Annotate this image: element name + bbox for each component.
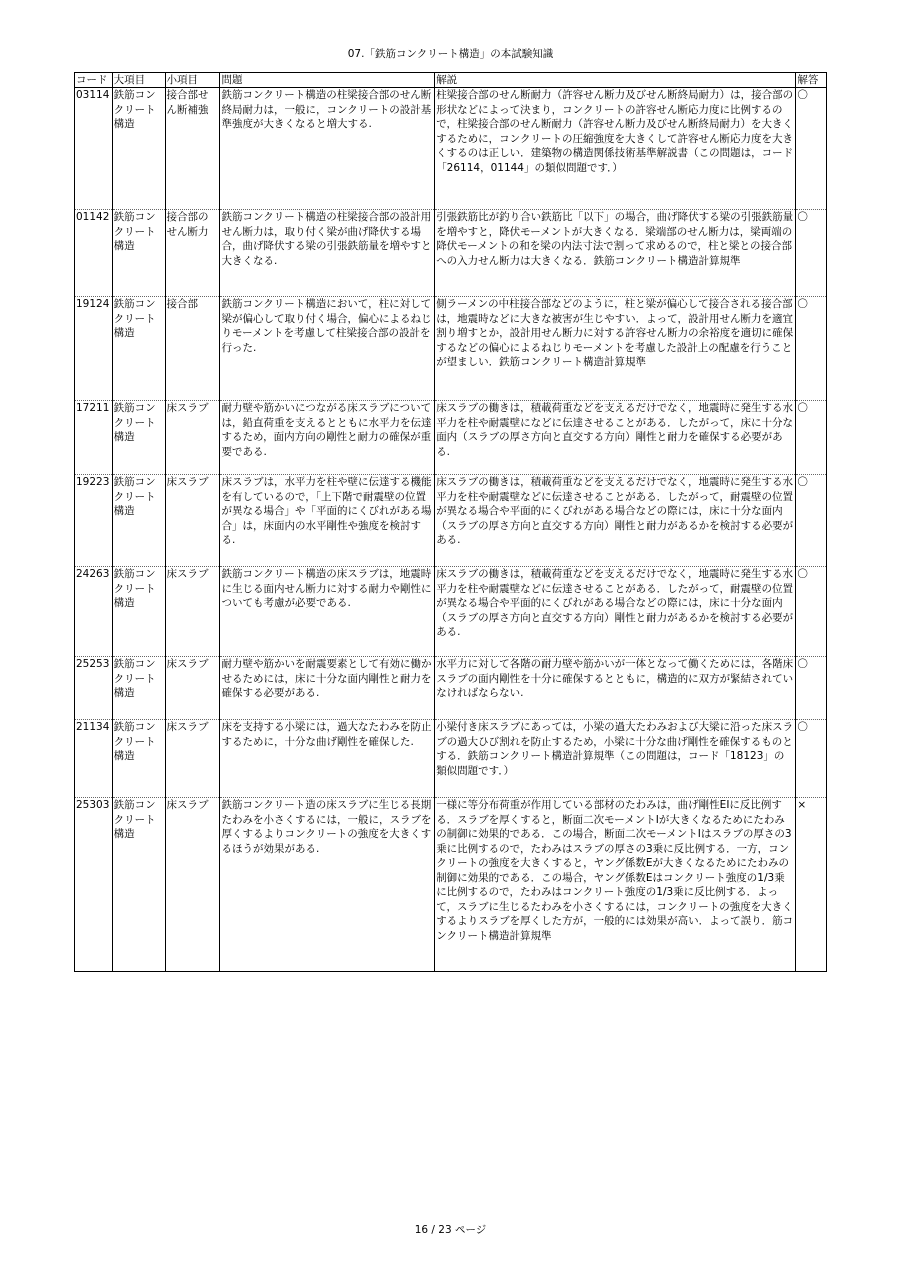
cell-explanation: 側ラーメンの中柱接合部などのように，柱と梁が偏心して接合される接合部は，地震時などに大きな被害が生じやすい．よって，設計用せん断力を適宜割り増すとか，設計用せん断力に対する許容せん断力の余裕度を適切に確保するなどの偏心によるねじりモーメントを考慮した設計上の配慮を行うことが望ましい．鉄筋コンクリート構造計算規準 [435,297,796,401]
question-table [74,72,827,972]
cell-major-category: 鉄筋コンクリート構造 [112,798,165,972]
cell-minor-category: 床スラブ [165,475,220,567]
header-explanation: 解説 [435,73,796,88]
cell-explanation: 床スラブの働きは，積載荷重などを支えるだけでなく，地震時に発生する水平力を柱や耐震壁などに伝達させることがある．したがって，耐震壁の位置が異なる場合や平面的にくびれがある場合などの際には，床に十分な面内（スラブの厚さ方向と直交する方向）剛性と耐力があるかを検討する必要がある. [435,475,796,567]
cell-question: 鉄筋コンクリート構造の柱梁接合部のせん断終局耐力は，一般に，コンクリートの設計基準強度が大きくなると増大する. [220,88,435,210]
cell-minor-category: 床スラブ [165,657,220,720]
header-question: 問題 [220,73,435,88]
table-row [75,475,827,567]
cell-question: 床を支持する小梁には，過大なたわみを防止するために，十分な曲げ剛性を確保した. [220,720,435,798]
cell-answer: 〇 [796,567,827,657]
cell-code: 19223 [75,475,113,567]
cell-minor-category: 床スラブ [165,720,220,798]
header-code: コード [75,73,113,88]
cell-question: 床スラブは，水平力を柱や壁に伝達する機能を有しているので，「上下階で耐震壁の位置が異なる場合」や「平面的にくびれがある場合」は，床面内の水平剛性や強度を検討する. [220,475,435,567]
cell-question: 耐力壁や筋かいにつながる床スラブについては，鉛直荷重を支えるとともに水平力を伝達するため，面内方向の剛性と耐力の確保が重要である. [220,401,435,475]
cell-code: 01142 [75,210,113,297]
cell-answer: 〇 [796,657,827,720]
cell-answer: 〇 [796,720,827,798]
cell-code: 24263 [75,567,113,657]
cell-explanation: 引張鉄筋比が釣り合い鉄筋比「以下」の場合，曲げ降伏する梁の引張鉄筋量を増やすと，降伏モーメントが大きくなる．梁端部のせん断力は，梁両端の降伏モーメントの和を梁の内法寸法で割って求めるので，柱と梁との接合部への入力せん断力は大きくなる．鉄筋コンクリート構造計算規準 [435,210,796,297]
table-row [75,297,827,401]
cell-major-category: 鉄筋コンクリート構造 [112,475,165,567]
cell-answer: 〇 [796,210,827,297]
cell-question: 鉄筋コンクリート構造において，柱に対して梁が偏心して取り付く場合，偏心によるねじりモーメントを考慮して柱梁接合部の設計を行った. [220,297,435,401]
cell-explanation: 柱梁接合部のせん断耐力（許容せん断力及びせん断終局耐力）は，接合部の形状などによって決まり，コンクリートの許容せん断応力度に比例するので，柱梁接合部のせん断耐力（許容せん断力及びせん断終局耐力）を大きくするために，コンクリートの圧縮強度を大きくして許容せん断応力度を大きくするのは正しい．建築物の構造関係技術基準解説書（この問題は，コード「26114，01144」の類似問題です．） [435,88,796,210]
table-row [75,88,827,210]
cell-question: 鉄筋コンクリート造の床スラブに生じる長期たわみを小さくするには，一般に，スラブを厚くするよりコンクリートの強度を大きくするほうが効果がある. [220,798,435,972]
cell-minor-category: 床スラブ [165,798,220,972]
cell-major-category: 鉄筋コンクリート構造 [112,88,165,210]
cell-code: 25303 [75,798,113,972]
cell-code: 03114 [75,88,113,210]
cell-major-category: 鉄筋コンクリート構造 [112,210,165,297]
cell-explanation: 床スラブの働きは，積載荷重などを支えるだけでなく，地震時に発生する水平力を柱や耐震壁などに伝達させることがある．したがって，耐震壁の位置が異なる場合や平面的にくびれがある場合などの際には，床に十分な面内（スラブの厚さ方向と直交する方向）剛性と耐力があるかを検討する必要がある. [435,567,796,657]
cell-code: 25253 [75,657,113,720]
cell-code: 17211 [75,401,113,475]
header-major-category: 大項目 [112,73,165,88]
cell-answer: × [796,798,827,972]
table-row [75,401,827,475]
cell-minor-category: 床スラブ [165,567,220,657]
cell-minor-category: 床スラブ [165,401,220,475]
cell-answer: 〇 [796,297,827,401]
table-row [75,567,827,657]
cell-major-category: 鉄筋コンクリート構造 [112,720,165,798]
table-header-row [75,73,827,88]
cell-minor-category: 接合部 [165,297,220,401]
cell-major-category: 鉄筋コンクリート構造 [112,567,165,657]
table-row [75,798,827,972]
header-answer: 解答 [796,73,827,88]
table-row [75,720,827,798]
cell-minor-category: 接合部せん断補強 [165,88,220,210]
cell-major-category: 鉄筋コンクリート構造 [112,401,165,475]
table-row [75,210,827,297]
cell-question: 鉄筋コンクリート構造の床スラブは，地震時に生じる面内せん断力に対する耐力や剛性についても考慮が必要である. [220,567,435,657]
cell-question: 耐力壁や筋かいを耐震要素として有効に働かせるためには，床に十分な面内剛性と耐力を確保する必要がある. [220,657,435,720]
cell-answer: 〇 [796,401,827,475]
page-number: 16 / 23 ページ [414,1224,487,1236]
cell-explanation: 一様に等分布荷重が作用している部材のたわみは，曲げ剛性EIに反比例する．スラブを厚くすると，断面二次モーメントIが大きくなるためにたわみの制御に効果的である．この場合，断面二次モーメントIはスラブの厚さの3乗に比例するので，たわみはスラブの厚さの3乗に反比例する．一方，コンクリートの強度を大きくすると，ヤング係数Eが大きくなるためにたわみの制御に効果的である．この場合，ヤング係数Eはコンクリート強度の1/3乗に比例するので，たわみはコンクリート強度の1/3乗に反比例する．よって，スラブに生じるたわみを小さくするには，コンクリートの強度を大きくするよりスラブを厚くした方が，一般的には効果が高い．よって誤り．筋コンクリート構造計算規準 [435,798,796,972]
cell-minor-category: 接合部のせん断力 [165,210,220,297]
cell-code: 19124 [75,297,113,401]
document-title: 07.「鉄筋コンクリート構造」の本試験知識 [347,48,554,60]
table-row [75,657,827,720]
cell-answer: 〇 [796,475,827,567]
cell-major-category: 鉄筋コンクリート構造 [112,657,165,720]
cell-answer: 〇 [796,88,827,210]
cell-explanation: 床スラブの働きは，積載荷重などを支えるだけでなく，地震時に発生する水平力を柱や耐震壁になどに伝達させることがある．したがって，床に十分な面内（スラブの厚さ方向と直交する方向）剛性と耐力を確保する必要がある. [435,401,796,475]
cell-code: 21134 [75,720,113,798]
header-minor-category: 小項目 [165,73,220,88]
cell-major-category: 鉄筋コンクリート構造 [112,297,165,401]
cell-question: 鉄筋コンクリート構造の柱梁接合部の設計用せん断力は，取り付く梁が曲げ降伏する場合，曲げ降伏する梁の引張鉄筋量を増やすと大きくなる. [220,210,435,297]
cell-explanation: 小梁付き床スラブにあっては，小梁の過大たわみおよび大梁に沿った床スラブの過大ひび割れを防止するため，小梁に十分な曲げ剛性を確保するものとする．鉄筋コンクリート構造計算規準（この問題は，コード「18123」の類似問題です．） [435,720,796,798]
cell-explanation: 水平力に対して各階の耐力壁や筋かいが一体となって働くためには，各階床スラブの面内剛性を十分に確保するとともに，構造的に双方が緊結されていなければならない. [435,657,796,720]
